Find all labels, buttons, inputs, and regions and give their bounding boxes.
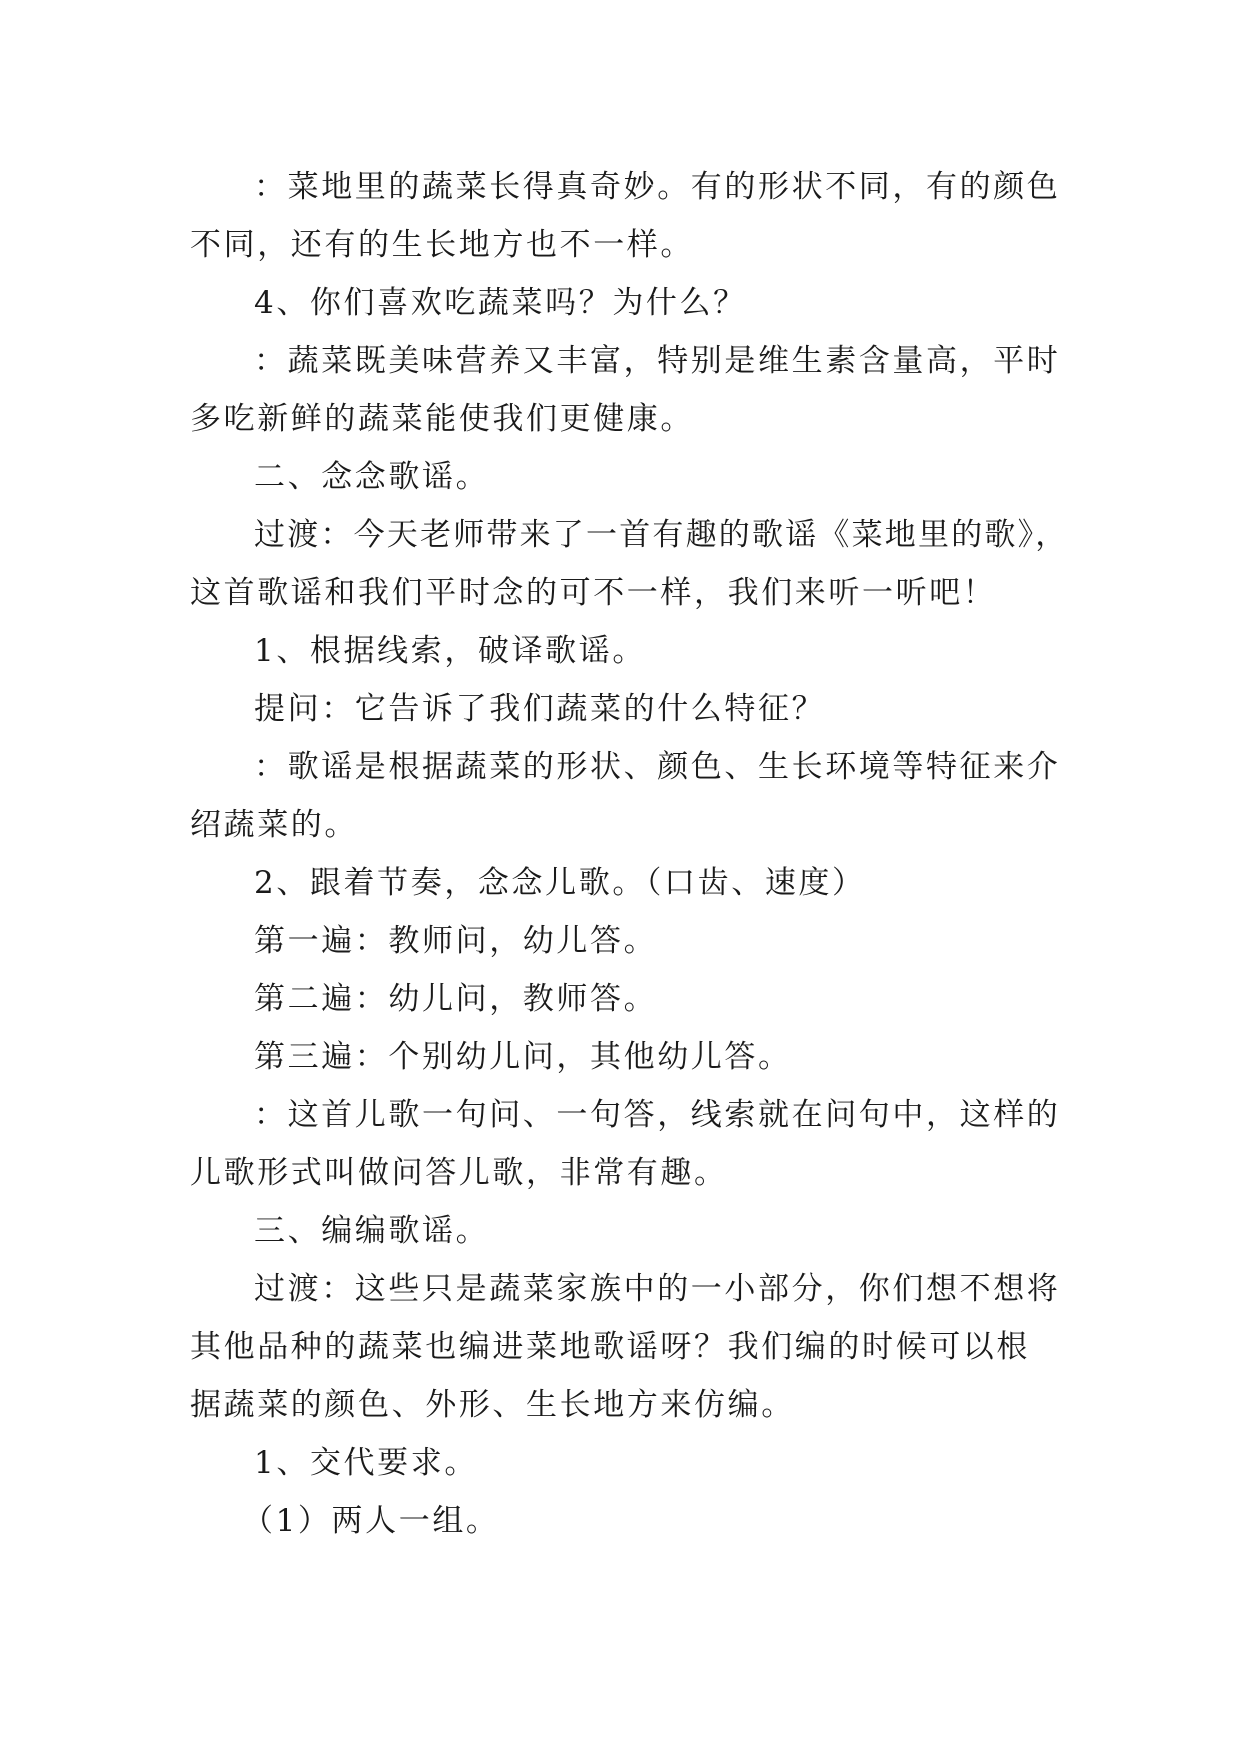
paragraph-line: 据蔬菜的颜色、外形、生长地方来仿编。 <box>190 1387 795 1423</box>
paragraph-line: 4、你们喜欢吃蔬菜吗？为什么？ <box>254 285 747 321</box>
paragraph-line: ：蔬菜既美味营养又丰富，特别是维生素含量高，平时 <box>254 343 1061 379</box>
paragraph-line: 提问：它告诉了我们蔬菜的什么特征？ <box>254 691 826 727</box>
paragraph-line: 第二遍：幼儿问，教师答。 <box>254 981 658 1017</box>
paragraph-line: 第三遍：个别幼儿问，其他幼儿答。 <box>254 1039 792 1075</box>
paragraph-line: 1、根据线索，破译歌谣。 <box>254 633 646 669</box>
paragraph-line: 多吃新鲜的蔬菜能使我们更健康。 <box>190 401 694 437</box>
paragraph-line: 第一遍：教师问，幼儿答。 <box>254 923 658 959</box>
paragraph-line: ：歌谣是根据蔬菜的形状、颜色、生长环境等特征来介 <box>254 749 1061 785</box>
paragraph-line: 2、跟着节奏，念念儿歌。（口齿、速度） <box>254 865 866 901</box>
paragraph-line: 不同，还有的生长地方也不一样。 <box>190 227 694 263</box>
paragraph-line: ：菜地里的蔬菜长得真奇妙。有的形状不同，有的颜色 <box>254 169 1061 205</box>
paragraph-line: 儿歌形式叫做问答儿歌，非常有趣。 <box>190 1155 728 1191</box>
paragraph-line: 1、交代要求。 <box>254 1445 478 1481</box>
paragraph-line: ：这首儿歌一句问、一句答，线索就在问句中，这样的 <box>254 1097 1061 1133</box>
section-heading: 二、念念歌谣。 <box>254 459 490 495</box>
document-body <box>190 158 1069 1550</box>
paragraph-line: 绍蔬菜的。 <box>190 807 358 843</box>
paragraph-line: 其他品种的蔬菜也编进菜地歌谣呀？我们编的时候可以根 <box>190 1329 1030 1365</box>
paragraph-line: 这首歌谣和我们平时念的可不一样，我们来听一听吧！ <box>190 575 997 611</box>
paragraph-line: （1）两人一组。 <box>242 1503 500 1539</box>
paragraph-line: 过渡：今天老师带来了一首有趣的歌谣《菜地里的歌》， <box>254 517 1069 553</box>
paragraph-line: 过渡：这些只是蔬菜家族中的一小部分，你们想不想将 <box>254 1271 1061 1307</box>
section-heading: 三、编编歌谣。 <box>254 1213 490 1249</box>
